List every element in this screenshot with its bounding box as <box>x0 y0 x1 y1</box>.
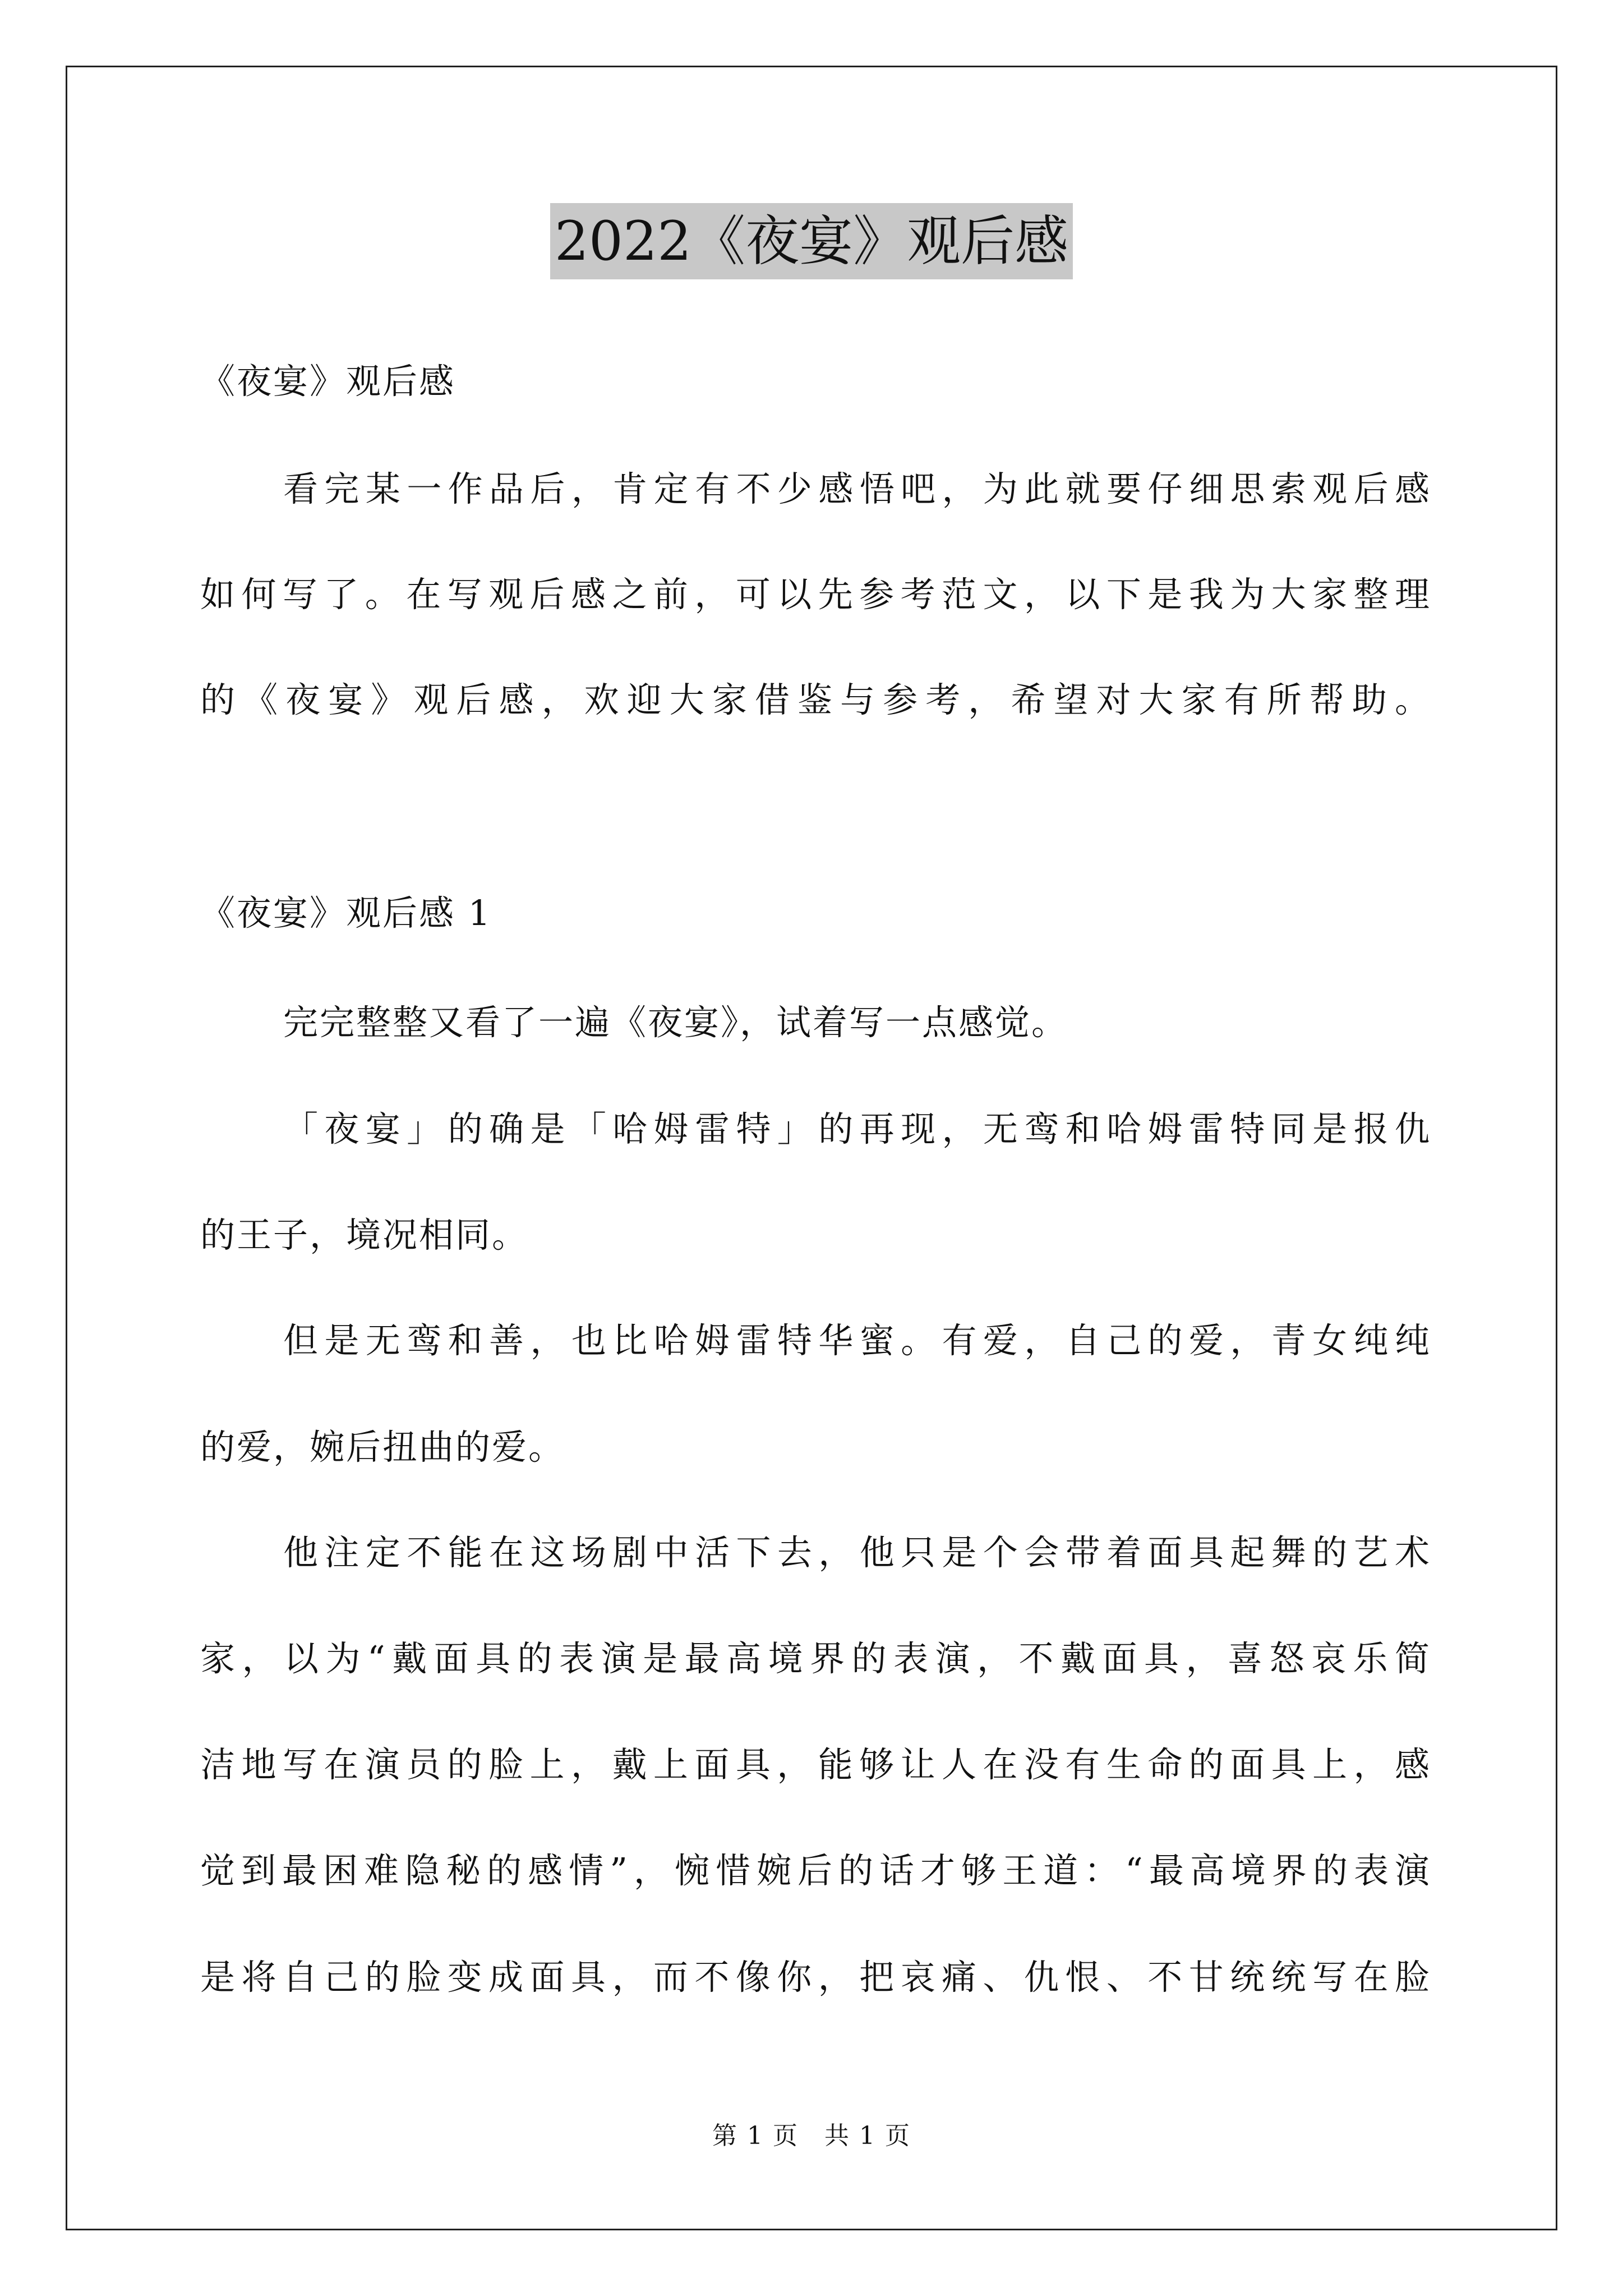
document-title: 2022《夜宴》观后感 <box>550 203 1073 279</box>
p2-line-1: 「夜宴」的确是「哈姆雷特」的再现，无鸾和哈姆雷特同是报仇 <box>283 1108 1431 1149</box>
title-container <box>0 203 1623 279</box>
p4-line-5: 是将自己的脸变成面具，而不像你，把哀痛、仇恨、不甘统统写在脸 <box>200 1957 1431 1998</box>
p4-line-2: 家，以为“戴面具的表演是最高境界的表演，不戴面具，喜怒哀乐简 <box>200 1638 1431 1679</box>
p4-line-4: 觉到最困难隐秘的感情”，惋惜婉后的话才够王道：“最高境界的表演 <box>200 1850 1431 1891</box>
p1-line-1: 完完整整又看了一遍《夜宴》，试着写一点感觉。 <box>283 1002 1068 1043</box>
page-footer: 第 1 页 共 1 页 <box>712 2122 911 2150</box>
intro-line-1: 看完某一作品后，肯定有不少感悟吧，为此就要仔细思索观后感 <box>283 468 1431 509</box>
p2-line-2: 的王子，境况相同。 <box>200 1214 529 1255</box>
subtitle: 《夜宴》观后感 <box>200 361 456 402</box>
p3-line-2: 的爱，婉后扭曲的爱。 <box>200 1427 565 1467</box>
p4-line-1: 他注定不能在这场剧中活下去，他只是个会带着面具起舞的艺术 <box>283 1532 1431 1573</box>
p4-line-3: 洁地写在演员的脸上，戴上面具，能够让人在没有生命的面具上，感 <box>200 1744 1431 1785</box>
intro-line-3: 的《夜宴》观后感，欢迎大家借鉴与参考，希望对大家有所帮助。 <box>200 679 1431 720</box>
p3-line-1: 但是无鸾和善，也比哈姆雷特华蜜。有爱，自己的爱，青女纯纯 <box>283 1320 1431 1361</box>
section-heading: 《夜宴》观后感 1 <box>200 892 492 933</box>
intro-line-2: 如何写了。在写观后感之前，可以先参考范文，以下是我为大家整理 <box>200 574 1431 615</box>
